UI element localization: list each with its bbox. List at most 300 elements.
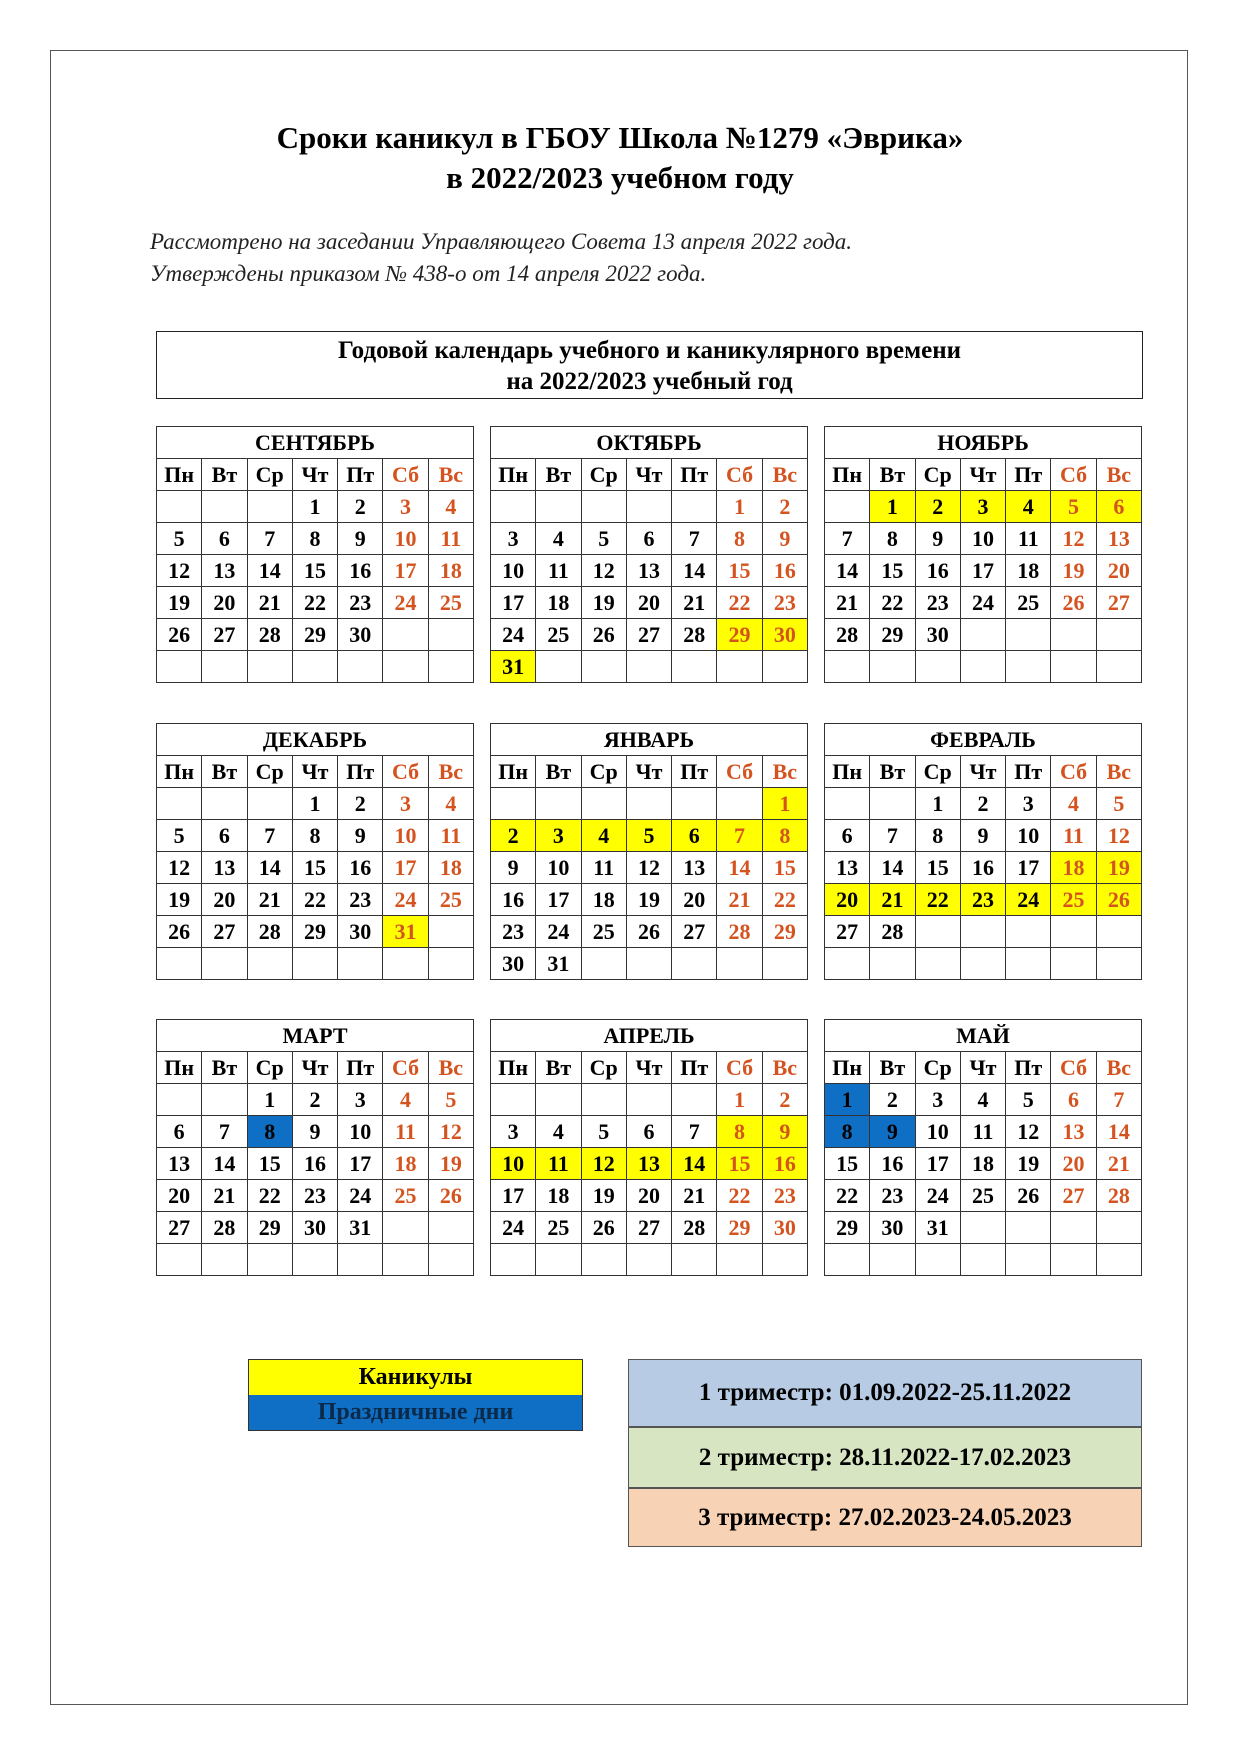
day-cell: 24 (383, 884, 428, 916)
day-cell: 18 (428, 852, 473, 884)
day-cell: 21 (247, 884, 292, 916)
day-cell: 12 (626, 852, 671, 884)
empty-cell (825, 788, 870, 820)
day-cell: 26 (626, 916, 671, 948)
day-cell: 13 (202, 852, 247, 884)
day-cell: 15 (825, 1148, 870, 1180)
day-cell: 11 (1051, 820, 1096, 852)
day-cell: 4 (428, 788, 473, 820)
day-cell: 30 (338, 916, 383, 948)
day-cell: 18 (960, 1148, 1005, 1180)
day-cell: 22 (247, 1180, 292, 1212)
month-table (156, 1019, 474, 1276)
day-cell: 15 (292, 555, 337, 587)
day-cell: 25 (536, 1212, 581, 1244)
day-cell: 7 (247, 820, 292, 852)
day-cell: 14 (247, 555, 292, 587)
month-name: ЯНВАРЬ (491, 724, 808, 756)
day-cell: 23 (762, 1180, 807, 1212)
month-name: СЕНТЯБРЬ (157, 427, 474, 459)
empty-cell (428, 619, 473, 651)
empty-cell (536, 788, 581, 820)
day-cell: 19 (157, 884, 202, 916)
empty-cell (870, 948, 915, 980)
day-cell: 8 (915, 820, 960, 852)
day-cell: 8 (762, 820, 807, 852)
empty-cell (672, 1244, 717, 1276)
weekday-header: Пн (157, 756, 202, 788)
day-cell: 6 (626, 1116, 671, 1148)
empty-cell (1096, 948, 1141, 980)
month-november (824, 426, 1142, 683)
day-cell: 3 (383, 491, 428, 523)
empty-cell (536, 1084, 581, 1116)
weekday-header: Вт (202, 756, 247, 788)
empty-cell (1096, 1212, 1141, 1244)
month-table (156, 723, 474, 980)
day-cell: 10 (1006, 820, 1051, 852)
empty-cell (157, 1084, 202, 1116)
empty-cell (157, 651, 202, 683)
day-cell: 21 (672, 587, 717, 619)
empty-cell (383, 948, 428, 980)
month-february (824, 723, 1142, 980)
day-cell: 10 (383, 820, 428, 852)
empty-cell (383, 1244, 428, 1276)
empty-cell (960, 651, 1005, 683)
day-cell: 30 (762, 1212, 807, 1244)
weekday-header: Пт (1006, 459, 1051, 491)
day-cell: 27 (1051, 1180, 1096, 1212)
day-cell: 23 (915, 587, 960, 619)
day-cell: 12 (581, 1148, 626, 1180)
weekday-header: Пн (491, 1052, 536, 1084)
day-cell: 22 (915, 884, 960, 916)
day-cell: 2 (870, 1084, 915, 1116)
day-cell: 8 (247, 1116, 292, 1148)
day-cell: 25 (536, 619, 581, 651)
weekday-header: Сб (383, 459, 428, 491)
day-cell: 14 (672, 1148, 717, 1180)
weekday-header: Вт (536, 459, 581, 491)
day-cell: 12 (1051, 523, 1096, 555)
empty-cell (762, 651, 807, 683)
empty-cell (157, 788, 202, 820)
day-cell: 3 (915, 1084, 960, 1116)
day-cell: 13 (626, 1148, 671, 1180)
month-may (824, 1019, 1142, 1276)
empty-cell (428, 1212, 473, 1244)
day-cell: 18 (536, 1180, 581, 1212)
weekday-header: Чт (960, 756, 1005, 788)
day-cell: 5 (157, 820, 202, 852)
empty-cell (292, 948, 337, 980)
approval-note (150, 226, 852, 290)
day-cell: 5 (581, 1116, 626, 1148)
day-cell: 4 (581, 820, 626, 852)
empty-cell (1006, 948, 1051, 980)
weekday-header: Пт (338, 1052, 383, 1084)
empty-cell (960, 1212, 1005, 1244)
empty-cell (1006, 651, 1051, 683)
empty-cell (581, 788, 626, 820)
month-table (156, 426, 474, 683)
weekday-header: Пн (825, 1052, 870, 1084)
day-cell: 21 (870, 884, 915, 916)
day-cell: 4 (536, 523, 581, 555)
day-cell: 27 (626, 619, 671, 651)
day-cell: 4 (383, 1084, 428, 1116)
day-cell: 1 (717, 491, 762, 523)
day-cell: 25 (428, 884, 473, 916)
calendar-title-box (156, 331, 1143, 399)
day-cell: 28 (672, 619, 717, 651)
day-cell: 10 (915, 1116, 960, 1148)
weekday-header: Чт (292, 1052, 337, 1084)
day-cell: 24 (1006, 884, 1051, 916)
day-cell: 2 (292, 1084, 337, 1116)
day-cell: 24 (536, 916, 581, 948)
empty-cell (536, 491, 581, 523)
empty-cell (202, 788, 247, 820)
day-cell: 16 (338, 852, 383, 884)
day-cell: 19 (626, 884, 671, 916)
day-cell: 25 (581, 916, 626, 948)
day-cell: 20 (202, 884, 247, 916)
day-cell: 28 (672, 1212, 717, 1244)
day-cell: 14 (825, 555, 870, 587)
day-cell: 16 (292, 1148, 337, 1180)
month-name: ФЕВРАЛЬ (825, 724, 1142, 756)
day-cell: 9 (292, 1116, 337, 1148)
empty-cell (626, 788, 671, 820)
weekday-header: Сб (717, 1052, 762, 1084)
day-cell: 24 (491, 1212, 536, 1244)
day-cell: 24 (383, 587, 428, 619)
day-cell: 19 (581, 1180, 626, 1212)
day-cell: 8 (825, 1116, 870, 1148)
weekday-header: Сб (1051, 459, 1096, 491)
day-cell: 10 (383, 523, 428, 555)
day-cell: 4 (1006, 491, 1051, 523)
month-table (490, 426, 808, 683)
empty-cell (1096, 651, 1141, 683)
empty-cell (915, 948, 960, 980)
day-cell: 29 (292, 916, 337, 948)
empty-cell (581, 651, 626, 683)
day-cell: 25 (1006, 587, 1051, 619)
empty-cell (581, 948, 626, 980)
weekday-header: Чт (960, 1052, 1005, 1084)
weekday-header: Вс (1096, 459, 1141, 491)
day-cell: 3 (491, 523, 536, 555)
empty-cell (1096, 619, 1141, 651)
month-september (156, 426, 474, 683)
empty-cell (491, 1084, 536, 1116)
weekday-header: Вс (428, 1052, 473, 1084)
day-cell: 15 (247, 1148, 292, 1180)
empty-cell (202, 491, 247, 523)
empty-cell (870, 788, 915, 820)
day-cell: 1 (292, 491, 337, 523)
day-cell: 2 (762, 491, 807, 523)
day-cell: 3 (338, 1084, 383, 1116)
weekday-header: Вс (762, 459, 807, 491)
day-cell: 28 (1096, 1180, 1141, 1212)
weekday-header: Сб (717, 459, 762, 491)
empty-cell (428, 1244, 473, 1276)
day-cell: 13 (1096, 523, 1141, 555)
legend (248, 1359, 583, 1431)
day-cell: 2 (338, 788, 383, 820)
day-cell: 21 (1096, 1148, 1141, 1180)
empty-cell (338, 651, 383, 683)
day-cell: 22 (717, 587, 762, 619)
approval-line-2: Утверждены приказом № 438-о от 14 апреля 2022 года. (150, 261, 707, 286)
day-cell: 17 (383, 555, 428, 587)
month-december (156, 723, 474, 980)
weekday-header: Ср (581, 1052, 626, 1084)
day-cell: 14 (672, 555, 717, 587)
weekday-header: Вт (870, 459, 915, 491)
empty-cell (960, 948, 1005, 980)
weekday-header: Пн (157, 459, 202, 491)
weekday-header: Ср (247, 756, 292, 788)
day-cell: 17 (915, 1148, 960, 1180)
day-cell: 9 (960, 820, 1005, 852)
day-cell: 31 (338, 1212, 383, 1244)
day-cell: 30 (870, 1212, 915, 1244)
day-cell: 9 (762, 523, 807, 555)
day-cell: 29 (762, 916, 807, 948)
empty-cell (762, 1244, 807, 1276)
day-cell: 4 (960, 1084, 1005, 1116)
day-cell: 17 (491, 1180, 536, 1212)
day-cell: 11 (383, 1116, 428, 1148)
weekday-header: Вс (428, 459, 473, 491)
day-cell: 9 (338, 820, 383, 852)
empty-cell (157, 491, 202, 523)
day-cell: 25 (428, 587, 473, 619)
weekday-header: Ср (581, 756, 626, 788)
day-cell: 27 (202, 619, 247, 651)
day-cell: 29 (292, 619, 337, 651)
trimester-1: 1 триместр: 01.09.2022-25.11.2022 (628, 1359, 1142, 1427)
day-cell: 3 (491, 1116, 536, 1148)
empty-cell (202, 1244, 247, 1276)
empty-cell (536, 1244, 581, 1276)
day-cell: 22 (292, 587, 337, 619)
day-cell: 21 (672, 1180, 717, 1212)
empty-cell (717, 788, 762, 820)
empty-cell (825, 651, 870, 683)
weekday-header: Пт (338, 459, 383, 491)
weekday-header: Пн (491, 756, 536, 788)
day-cell: 12 (428, 1116, 473, 1148)
day-cell: 17 (491, 587, 536, 619)
day-cell: 26 (581, 1212, 626, 1244)
weekday-header: Сб (383, 756, 428, 788)
month-table (824, 1019, 1142, 1276)
day-cell: 16 (915, 555, 960, 587)
day-cell: 26 (1096, 884, 1141, 916)
day-cell: 26 (1006, 1180, 1051, 1212)
day-cell: 14 (1096, 1116, 1141, 1148)
approval-line-1: Рассмотрено на заседании Управляющего Совета 13 апреля 2022 года. (150, 229, 853, 254)
day-cell: 30 (915, 619, 960, 651)
day-cell: 7 (870, 820, 915, 852)
day-cell: 1 (292, 788, 337, 820)
day-cell: 27 (626, 1212, 671, 1244)
day-cell: 26 (157, 619, 202, 651)
day-cell: 5 (581, 523, 626, 555)
day-cell: 13 (157, 1148, 202, 1180)
weekday-header: Пн (825, 756, 870, 788)
empty-cell (717, 948, 762, 980)
day-cell: 19 (157, 587, 202, 619)
day-cell: 13 (825, 852, 870, 884)
month-table (824, 723, 1142, 980)
day-cell: 16 (338, 555, 383, 587)
month-name: ОКТЯБРЬ (491, 427, 808, 459)
empty-cell (672, 491, 717, 523)
weekday-header: Сб (383, 1052, 428, 1084)
day-cell: 19 (581, 587, 626, 619)
day-cell: 10 (491, 1148, 536, 1180)
day-cell: 4 (1051, 788, 1096, 820)
day-cell: 5 (626, 820, 671, 852)
empty-cell (536, 651, 581, 683)
empty-cell (202, 651, 247, 683)
day-cell: 11 (1006, 523, 1051, 555)
empty-cell (960, 916, 1005, 948)
day-cell: 31 (491, 651, 536, 683)
weekday-header: Пт (1006, 756, 1051, 788)
day-cell: 6 (157, 1116, 202, 1148)
day-cell: 8 (292, 820, 337, 852)
day-cell: 9 (491, 852, 536, 884)
weekday-header: Ср (915, 1052, 960, 1084)
day-cell: 4 (536, 1116, 581, 1148)
empty-cell (1051, 1244, 1096, 1276)
month-table (490, 723, 808, 980)
day-cell: 19 (428, 1148, 473, 1180)
empty-cell (581, 1084, 626, 1116)
day-cell: 19 (1006, 1148, 1051, 1180)
day-cell: 10 (491, 555, 536, 587)
empty-cell (383, 651, 428, 683)
day-cell: 14 (202, 1148, 247, 1180)
day-cell: 14 (247, 852, 292, 884)
day-cell: 2 (338, 491, 383, 523)
day-cell: 27 (672, 916, 717, 948)
day-cell: 18 (428, 555, 473, 587)
day-cell: 11 (536, 555, 581, 587)
legend-public-days: Праздничные дни (249, 1395, 582, 1430)
empty-cell (491, 788, 536, 820)
day-cell: 27 (157, 1212, 202, 1244)
day-cell: 31 (915, 1212, 960, 1244)
day-cell: 5 (428, 1084, 473, 1116)
empty-cell (870, 1244, 915, 1276)
day-cell: 8 (292, 523, 337, 555)
weekday-header: Вт (870, 756, 915, 788)
day-cell: 29 (247, 1212, 292, 1244)
weekday-header: Чт (626, 756, 671, 788)
empty-cell (626, 491, 671, 523)
day-cell: 28 (717, 916, 762, 948)
day-cell: 20 (626, 1180, 671, 1212)
day-cell: 13 (202, 555, 247, 587)
day-cell: 8 (717, 523, 762, 555)
day-cell: 11 (581, 852, 626, 884)
empty-cell (383, 619, 428, 651)
month-october (490, 426, 808, 683)
weekday-header: Ср (247, 1052, 292, 1084)
empty-cell (825, 1244, 870, 1276)
day-cell: 1 (870, 491, 915, 523)
day-cell: 23 (960, 884, 1005, 916)
day-cell: 9 (338, 523, 383, 555)
weekday-header: Сб (1051, 1052, 1096, 1084)
day-cell: 3 (536, 820, 581, 852)
empty-cell (825, 491, 870, 523)
empty-cell (762, 948, 807, 980)
weekday-header: Ср (581, 459, 626, 491)
day-cell: 5 (1051, 491, 1096, 523)
empty-cell (626, 1084, 671, 1116)
day-cell: 16 (960, 852, 1005, 884)
day-cell: 21 (247, 587, 292, 619)
day-cell: 23 (762, 587, 807, 619)
day-cell: 20 (626, 587, 671, 619)
empty-cell (870, 651, 915, 683)
weekday-header: Вс (762, 1052, 807, 1084)
empty-cell (672, 788, 717, 820)
day-cell: 29 (870, 619, 915, 651)
weekday-header: Чт (292, 756, 337, 788)
day-cell: 8 (870, 523, 915, 555)
day-cell: 1 (915, 788, 960, 820)
day-cell: 6 (1096, 491, 1141, 523)
day-cell: 22 (825, 1180, 870, 1212)
empty-cell (247, 1244, 292, 1276)
day-cell: 23 (870, 1180, 915, 1212)
day-cell: 27 (202, 916, 247, 948)
day-cell: 24 (338, 1180, 383, 1212)
page-title (0, 118, 1240, 198)
empty-cell (338, 1244, 383, 1276)
day-cell: 28 (825, 619, 870, 651)
day-cell: 7 (825, 523, 870, 555)
day-cell: 27 (1096, 587, 1141, 619)
day-cell: 3 (1006, 788, 1051, 820)
day-cell: 21 (717, 884, 762, 916)
month-january (490, 723, 808, 980)
day-cell: 29 (717, 1212, 762, 1244)
day-cell: 12 (1006, 1116, 1051, 1148)
month-name: МАЙ (825, 1020, 1142, 1052)
day-cell: 7 (672, 1116, 717, 1148)
empty-cell (428, 651, 473, 683)
empty-cell (825, 948, 870, 980)
day-cell: 15 (717, 555, 762, 587)
weekday-header: Чт (960, 459, 1005, 491)
weekday-header: Пн (157, 1052, 202, 1084)
weekday-header: Вт (202, 1052, 247, 1084)
empty-cell (338, 948, 383, 980)
day-cell: 23 (491, 916, 536, 948)
